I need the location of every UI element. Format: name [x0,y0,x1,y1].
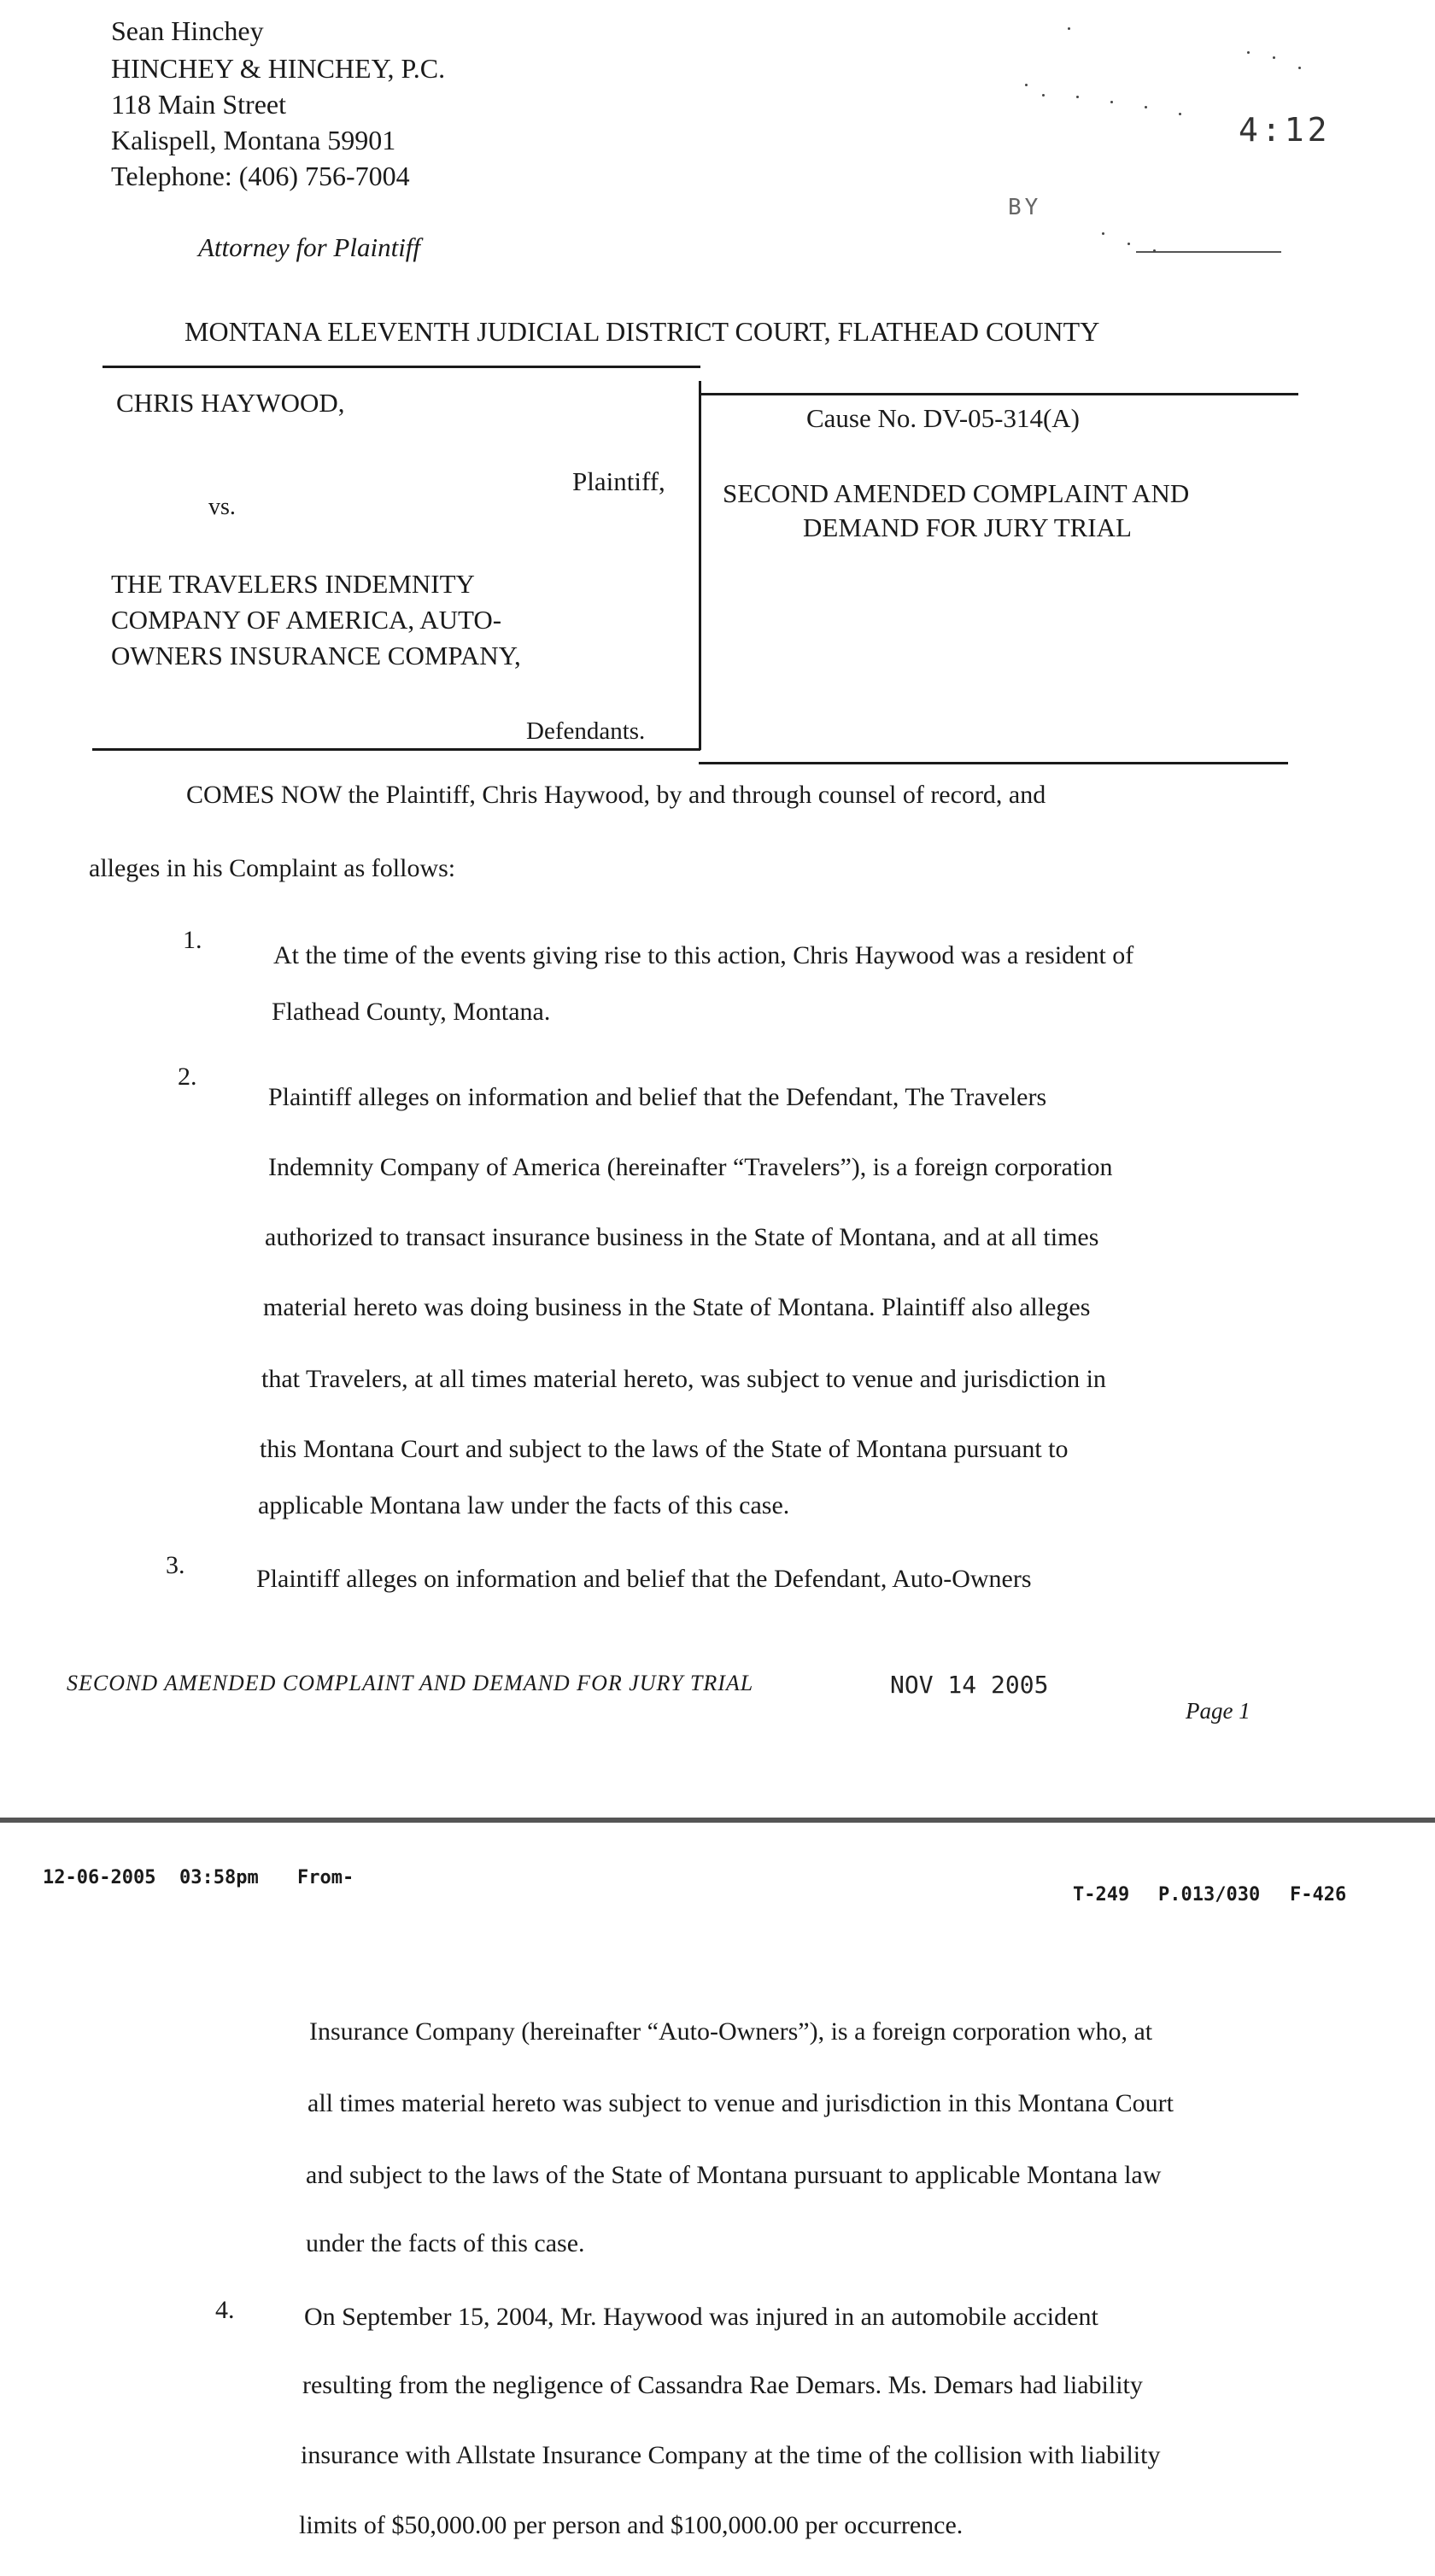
caption-top-rule [102,366,700,368]
received-date-stamp: NOV 14 2005 [890,1671,1049,1699]
para-4-line-3: insurance with Allstate Insurance Company at the time of the collision with liability [301,2441,1161,2469]
cause-number: Cause No. DV-05-314(A) [806,403,1081,433]
document-title-line-1: SECOND AMENDED COMPLAINT AND [723,478,1190,508]
fax-date: 12-06-2005 [43,1867,156,1888]
para-1-number: 1. [183,926,202,954]
para-4-line-4: limits of $50,000.00 per person and $100,000.00 per occurrence. [299,2511,964,2539]
versus: vs. [208,494,236,520]
caption-divider [699,381,701,750]
fax-page: P.013/030 [1158,1884,1261,1906]
fax-f-number: F-426 [1290,1884,1347,1906]
fax-time: 03:58pm [179,1867,259,1888]
page-number: Page 1 [1186,1698,1250,1724]
defendants-line-1: THE TRAVELERS INDEMNITY [111,569,475,599]
law-firm: HINCHEY & HINCHEY, P.C. [111,53,446,84]
para-4-number: 4. [215,2296,235,2324]
intro-line-2: alleges in his Complaint as follows: [89,854,456,882]
para-3-cont-line-4: under the facts of this case. [306,2229,585,2257]
court-title: MONTANA ELEVENTH JUDICIAL DISTRICT COURT, FLATHEAD COUNTY [184,316,1100,347]
street-address: 118 Main Street [111,89,286,120]
para-2-number: 2. [178,1063,197,1091]
attorney-role: Attorney for Plaintiff [198,232,421,262]
para-2-line-6: this Montana Court and subject to the laws of the State of Montana pursuant to [260,1435,1069,1463]
para-2-line-2: Indemnity Company of America (hereinafter “Travelers”), is a foreign corporation [268,1153,1113,1181]
attorney-name: Sean Hinchey [111,15,264,46]
para-4-line-1: On September 15, 2004, Mr. Haywood was injured in an automobile accident [304,2303,1098,2331]
filing-stamp-by: BY [1008,195,1042,220]
plaintiff-label: Plaintiff, [572,466,665,496]
footer-document-title: SECOND AMENDED COMPLAINT AND DEMAND FOR JURY TRIAL [67,1671,754,1695]
para-2-line-5: that Travelers, at all times material hereto, was subject to venue and jurisdiction in [261,1365,1106,1393]
intro-line-1: COMES NOW the Plaintiff, Chris Haywood, by and through counsel of record, and [186,781,1046,809]
city-address: Kalispell, Montana 59901 [111,125,396,155]
para-4-line-2: resulting from the negligence of Cassandra Rae Demars. Ms. Demars had liability [302,2371,1143,2399]
defendants-line-2: COMPANY OF AMERICA, AUTO- [111,605,502,635]
para-3-number: 3. [166,1551,185,1579]
para-3-cont-line-1: Insurance Company (hereinafter “Auto-Owners”), is a foreign corporation who, at [309,2017,1153,2046]
defendants-line-3: OWNERS INSURANCE COMPANY, [111,641,521,670]
fax-from: From- [297,1867,354,1888]
para-2-line-4: material hereto was doing business in the State of Montana. Plaintiff also alleges [263,1293,1091,1321]
telephone: Telephone: (406) 756-7004 [111,161,410,191]
document-title-line-2: DEMAND FOR JURY TRIAL [803,512,1132,542]
caption-top-rule-right [699,393,1298,395]
filing-stamp-time: 4:12 [1239,111,1331,149]
page-separator [0,1818,1435,1823]
filing-stamp-line [1136,251,1281,253]
caption-bottom-rule [92,748,700,751]
para-2-line-3: authorized to transact insurance business in the State of Montana, and at all times [265,1223,1099,1251]
caption-bottom-rule-right [699,762,1288,764]
plaintiff-name: CHRIS HAYWOOD, [116,388,345,418]
para-1-line-2: Flathead County, Montana. [272,998,551,1026]
defendants-label: Defendants. [526,717,646,745]
para-3-line-1: Plaintiff alleges on information and belief that the Defendant, Auto-Owners [256,1565,1032,1593]
para-3-cont-line-3: and subject to the laws of the State of Montana pursuant to applicable Montana law [306,2161,1162,2189]
para-3-cont-line-2: all times material hereto was subject to venue and jurisdiction in this Montana Court [308,2089,1174,2117]
fax-transaction: T-249 [1073,1884,1130,1906]
para-2-line-1: Plaintiff alleges on information and belief that the Defendant, The Travelers [268,1083,1047,1111]
para-2-line-7: applicable Montana law under the facts of this case. [258,1491,790,1519]
para-1-line-1: At the time of the events giving rise to this action, Chris Haywood was a resident of [273,941,1134,969]
